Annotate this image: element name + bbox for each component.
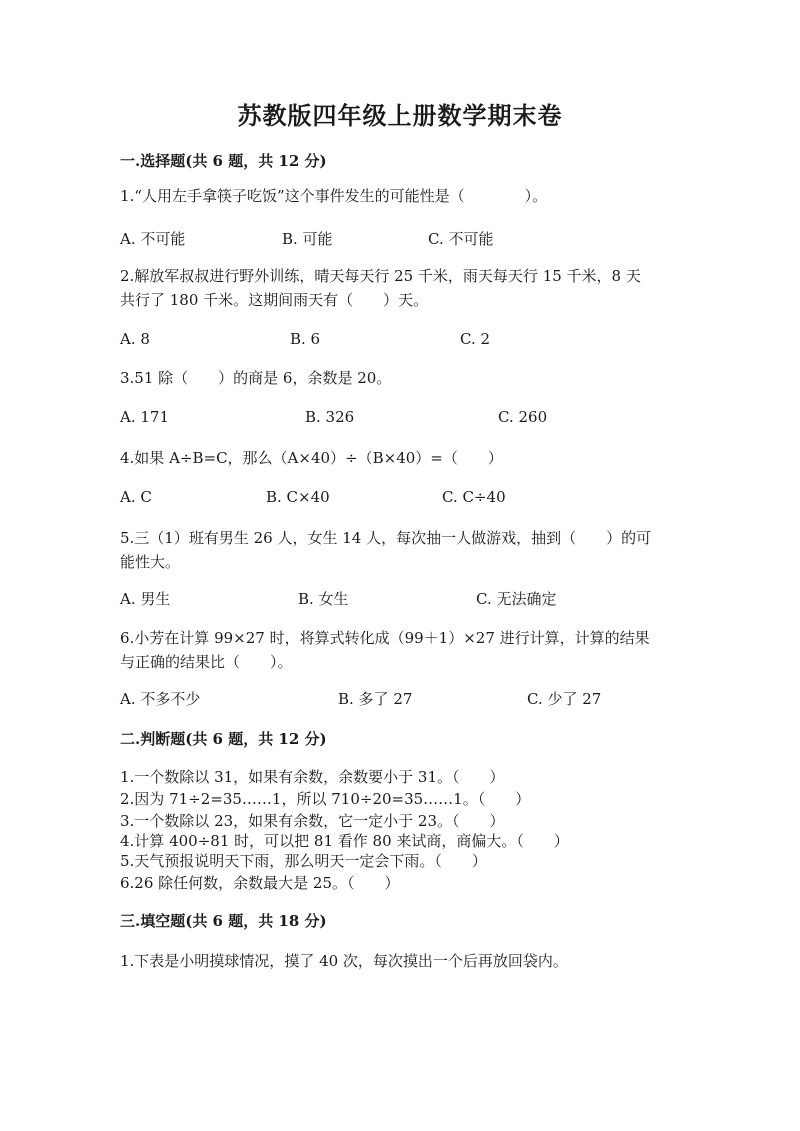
question-5-option-b: B. 女生	[298, 590, 349, 608]
question-6-line-2: 与正确的结果比（ ）。	[120, 653, 293, 671]
question-3: 3.51 除（ ）的商是 6，余数是 20。	[120, 369, 392, 387]
judge-item-1: 1.一个数除以 31，如果有余数，余数要小于 31。（ ）	[120, 768, 505, 786]
question-1: 1.“人用左手拿筷子吃饭”这个事件发生的可能性是（ ）。	[120, 187, 548, 205]
judge-item-5: 5.天气预报说明天下雨，那么明天一定会下雨。（ ）	[120, 852, 487, 870]
section-choice-header: 一.选择题(共 6 题，共 12 分)	[120, 152, 327, 170]
section-fill-header: 三.填空题(共 6 题，共 18 分)	[120, 912, 327, 930]
question-1-option-c: C. 不可能	[428, 230, 494, 248]
question-4-option-b: B. C×40	[266, 488, 330, 506]
question-6-line-1: 6.小芳在计算 99×27 时，将算式转化成（99＋1）×27 进行计算，计算的结果	[120, 629, 650, 647]
question-4-option-c: C. C÷40	[442, 488, 506, 506]
section-judge-header: 二.判断题(共 6 题，共 12 分)	[120, 730, 327, 748]
judge-item-6: 6.26 除任何数，余数最大是 25。（ ）	[120, 874, 400, 892]
question-2-line-1: 2.解放军叔叔进行野外训练，晴天每天行 25 千米，雨天每天行 15 千米，8 天	[120, 267, 641, 285]
question-5-line-2: 能性大。	[120, 553, 181, 571]
question-1-option-a: A. 不可能	[120, 230, 186, 248]
question-4-option-a: A. C	[120, 488, 152, 506]
judge-item-3: 3.一个数除以 23，如果有余数，它一定小于 23。（ ）	[120, 812, 505, 830]
page-title: 苏教版四年级上册数学期末卷	[237, 101, 563, 130]
question-6-option-c: C. 少了 27	[527, 690, 602, 708]
question-1-option-b: B. 可能	[282, 230, 333, 248]
question-3-option-b: B. 326	[305, 408, 355, 426]
question-3-option-a: A. 171	[120, 408, 169, 426]
question-5-option-c: C. 无法确定	[476, 590, 557, 608]
question-5-option-a: A. 男生	[120, 590, 171, 608]
fill-item-1: 1.下表是小明摸球情况，摸了 40 次，每次摸出一个后再放回袋内。	[120, 952, 568, 970]
question-6-option-b: B. 多了 27	[338, 690, 413, 708]
question-2-option-c: C. 2	[460, 330, 491, 348]
question-2-option-a: A. 8	[120, 330, 150, 348]
question-3-option-c: C. 260	[498, 408, 548, 426]
question-2-line-2: 共行了 180 千米。这期间雨天有（ ）天。	[120, 291, 429, 309]
question-2-option-b: B. 6	[290, 330, 321, 348]
question-6-option-a: A. 不多不少	[120, 690, 201, 708]
question-5-line-1: 5.三（1）班有男生 26 人，女生 14 人，每次抽一人做游戏，抽到（ ）的可	[120, 529, 652, 547]
question-4: 4.如果 A÷B=C，那么（A×40）÷（B×40）=（ ）	[120, 449, 503, 467]
judge-item-4: 4.计算 400÷81 时，可以把 81 看作 80 来试商，商偏大。（ ）	[120, 832, 569, 850]
judge-item-2: 2.因为 71÷2=35……1，所以 710÷20=35……1。（ ）	[120, 790, 531, 808]
